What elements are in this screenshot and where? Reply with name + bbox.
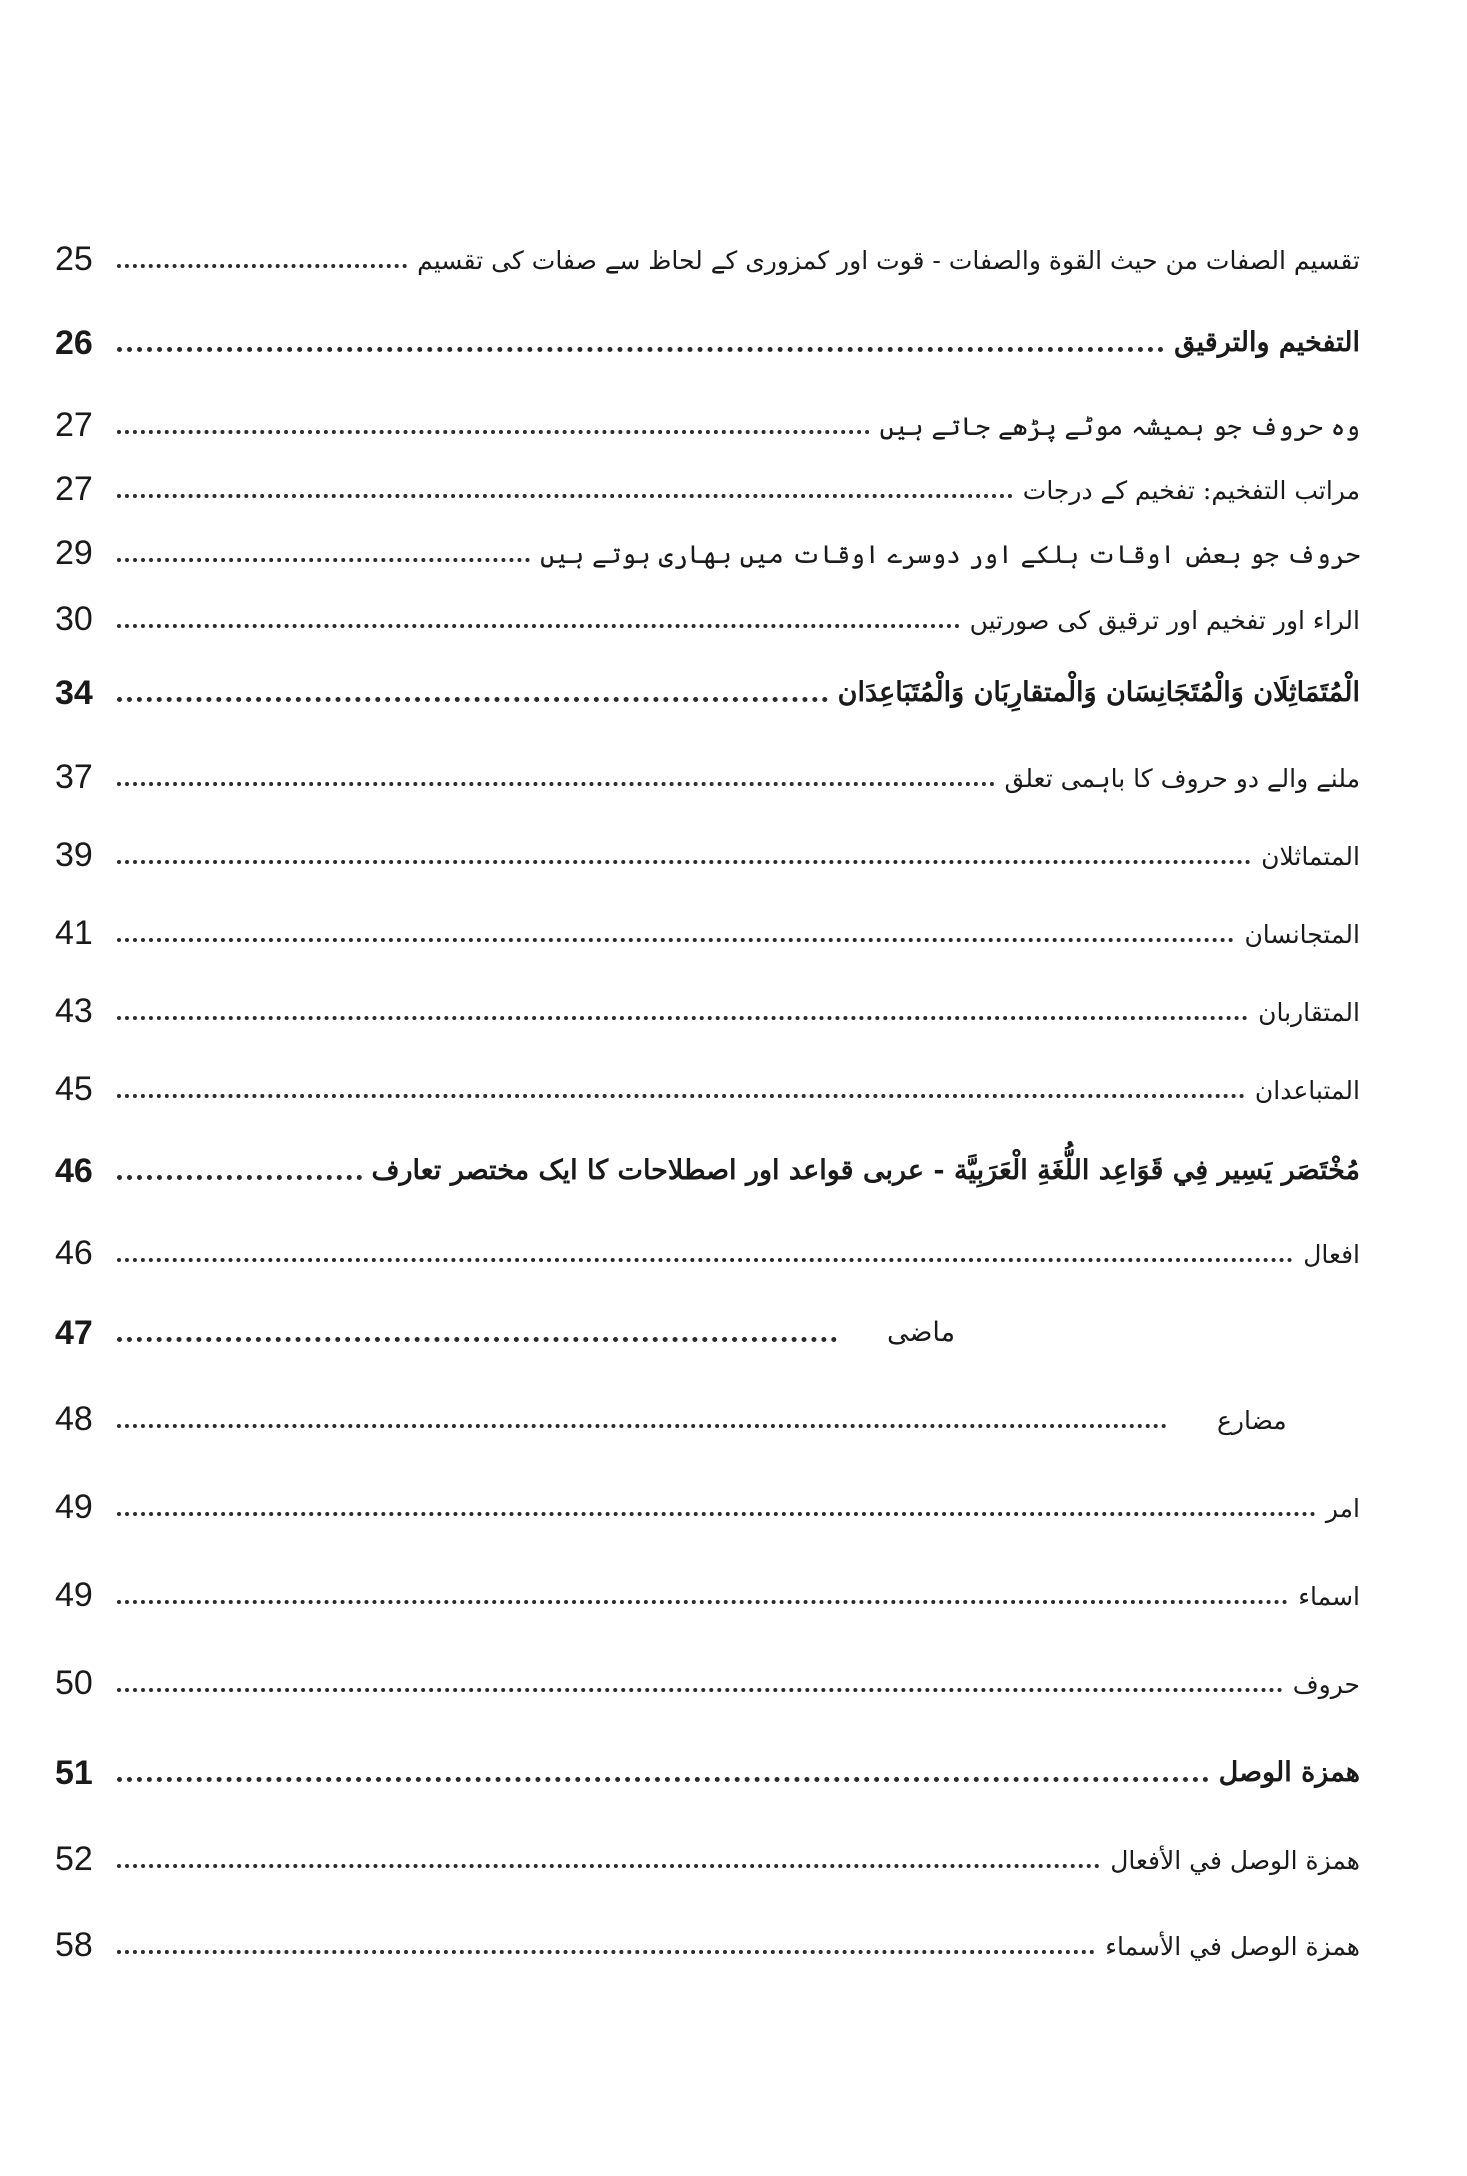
toc-entry-title: ماضی xyxy=(887,1317,956,1349)
toc-entry[interactable] xyxy=(55,1558,1360,1618)
toc-entry-title: حروف جو بعض اوقات ہلکے اور دوسرے اوقات میں بھاری ہوتے ہیں xyxy=(540,539,1360,569)
toc-entry[interactable] xyxy=(55,516,1360,576)
toc-entry[interactable] xyxy=(55,896,1360,956)
dot-leader xyxy=(117,782,995,786)
dot-leader xyxy=(117,1424,1167,1428)
toc-entry-title: التفخيم والترقيق xyxy=(1174,327,1360,359)
toc-entry-title: همزة الوصل في الأفعال xyxy=(1110,1845,1360,1875)
toc-page-number: 58 xyxy=(55,1926,93,1964)
toc-entry[interactable] xyxy=(55,1736,1360,1796)
toc-entry-title: تقسيم الصفات من حيث القوة والصفات - قوت اور کمزوری کے لحاظ سے صفات کی تقسیم xyxy=(417,245,1360,275)
dot-leader xyxy=(117,494,1013,498)
toc-entry[interactable] xyxy=(55,1382,1360,1442)
dot-leader xyxy=(117,697,828,702)
toc-page-number: 45 xyxy=(55,1070,93,1108)
toc-page-number: 37 xyxy=(55,758,93,796)
dot-leader xyxy=(117,938,1234,942)
toc-entry[interactable] xyxy=(55,818,1360,878)
toc-entry-title: المتماثلان xyxy=(1261,841,1360,871)
dot-leader xyxy=(117,624,960,628)
toc-page-number: 34 xyxy=(55,674,93,712)
toc-page-number: 50 xyxy=(55,1664,93,1702)
toc-page-number: 47 xyxy=(55,1314,93,1352)
dot-leader xyxy=(117,1777,1209,1782)
dot-leader xyxy=(117,558,530,562)
toc-page-number: 27 xyxy=(55,406,93,444)
toc-entry[interactable] xyxy=(55,1470,1360,1530)
toc-entry-title: مُخْتَصَر يَسِير فِي قَوَاعِد اللُّغَةِ الْعَرَبِيَّة - عربی قواعد اور اصطلاحات کا ایک مختصر تعارف xyxy=(371,1155,1360,1187)
toc-entry-title: المتقاربان xyxy=(1258,997,1360,1027)
toc-page-number: 26 xyxy=(55,324,93,362)
dot-leader xyxy=(117,860,1251,864)
toc-page-number: 25 xyxy=(55,240,93,278)
dot-leader xyxy=(117,1864,1100,1868)
dot-leader xyxy=(117,1512,1316,1516)
toc-entry[interactable] xyxy=(55,1646,1360,1706)
toc-entry-title: مراتب التفخيم: تفخیم کے درجات xyxy=(1022,475,1360,505)
toc-entry[interactable] xyxy=(55,1052,1360,1112)
toc-page-number: 46 xyxy=(55,1152,93,1190)
toc-page-number: 27 xyxy=(55,470,93,508)
dot-leader xyxy=(117,430,870,434)
toc-entry-title: اسماء xyxy=(1298,1581,1360,1611)
toc-page-number: 52 xyxy=(55,1840,93,1878)
toc-entry-title: همزة الوصل في الأسماء xyxy=(1105,1931,1360,1961)
toc-entry-title: ملنے والے دو حروف کا باہمی تعلق xyxy=(1004,763,1360,793)
toc-entry-title: حروف xyxy=(1292,1669,1360,1699)
toc-entry-title: الْمُتَمَاثِلَان وَالْمُتَجَانِسَان وَالْمتقارِبَان وَالْمُتَبَاعِدَان xyxy=(837,677,1360,709)
toc-page-number: 30 xyxy=(55,600,93,638)
toc-entry[interactable] xyxy=(55,1908,1360,1968)
dot-leader xyxy=(117,264,407,268)
dot-leader xyxy=(117,1175,362,1180)
toc-entry-title: امر xyxy=(1325,1493,1360,1523)
toc-entry-title: المتباعدان xyxy=(1254,1075,1360,1105)
toc-entry-title: افعال xyxy=(1303,1239,1360,1269)
table-of-contents xyxy=(55,0,1360,2176)
toc-entry[interactable] xyxy=(55,1216,1360,1276)
dot-leader xyxy=(117,1688,1283,1692)
toc-entry[interactable] xyxy=(55,1296,1360,1356)
dot-leader xyxy=(117,1600,1288,1604)
toc-page-number: 39 xyxy=(55,836,93,874)
toc-page-number: 41 xyxy=(55,914,93,952)
toc-entry-title: وہ حروف جو ہمیشہ موٹے پڑھے جاتے ہیں xyxy=(879,411,1360,441)
dot-leader xyxy=(117,1258,1293,1262)
dot-leader xyxy=(117,1950,1095,1954)
toc-entry[interactable] xyxy=(55,452,1360,512)
dot-leader xyxy=(117,347,1164,352)
toc-entry[interactable] xyxy=(55,740,1360,800)
dot-leader xyxy=(117,1094,1245,1098)
toc-entry[interactable] xyxy=(55,306,1360,366)
toc-entry[interactable] xyxy=(55,582,1360,642)
toc-entry[interactable] xyxy=(55,388,1360,448)
toc-page-number: 29 xyxy=(55,534,93,572)
toc-page-number: 49 xyxy=(55,1576,93,1614)
toc-entry-title: مضارع xyxy=(1217,1405,1287,1435)
toc-page-number: 49 xyxy=(55,1488,93,1526)
toc-entry[interactable] xyxy=(55,222,1360,282)
toc-page-number: 43 xyxy=(55,992,93,1030)
toc-page-number: 48 xyxy=(55,1400,93,1438)
toc-entry[interactable] xyxy=(55,1134,1360,1194)
toc-entry[interactable] xyxy=(55,974,1360,1034)
toc-entry-title: همزة الوصل xyxy=(1218,1757,1360,1789)
toc-page-number: 46 xyxy=(55,1234,93,1272)
toc-entry-title: المتجانسان xyxy=(1244,919,1360,949)
dot-leader xyxy=(117,1337,837,1342)
toc-entry[interactable] xyxy=(55,656,1360,716)
dot-leader xyxy=(117,1016,1248,1020)
toc-entry[interactable] xyxy=(55,1822,1360,1882)
toc-page-number: 51 xyxy=(55,1754,93,1792)
toc-entry-title: الراء اور تفخیم اور ترقیق کی صورتیں xyxy=(969,605,1360,635)
